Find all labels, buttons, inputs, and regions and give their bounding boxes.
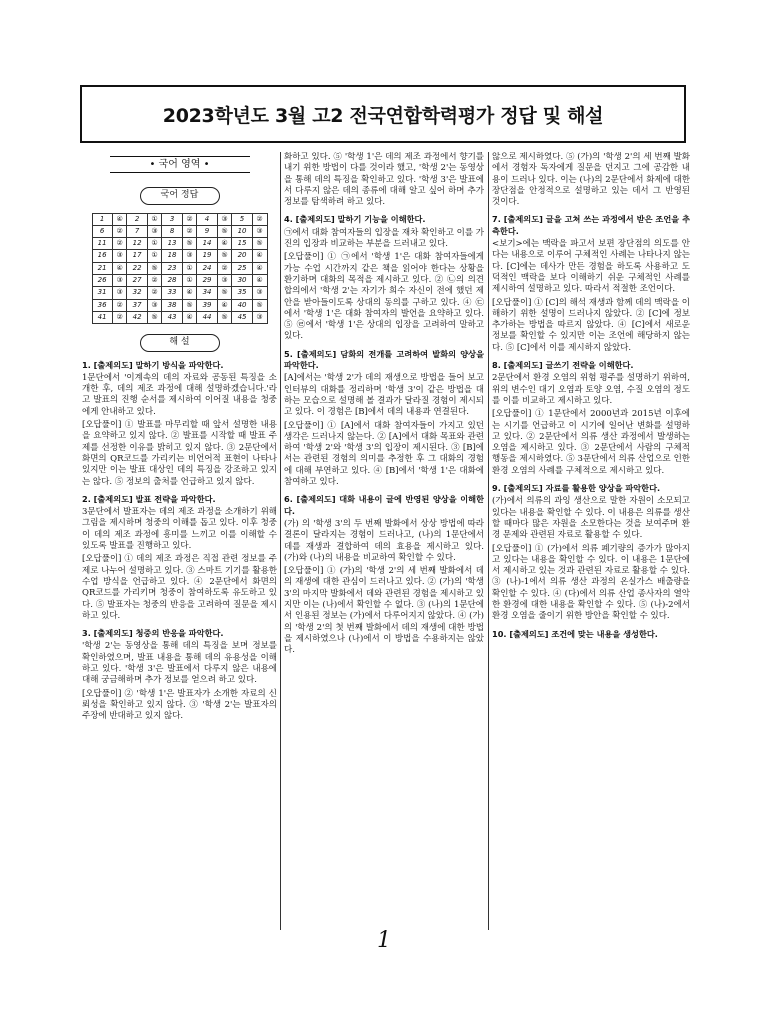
question-number: 21 (92, 262, 112, 274)
question-number: 27 (127, 275, 147, 287)
question-heading: 3. [출제의도] 청중의 반응을 파악한다. (82, 628, 224, 639)
answer-row (92, 299, 267, 311)
explanation-item (284, 494, 484, 656)
explanation-text: [오답풀이] ① 데의 제조 과정은 직접 관련 정보를 주제로 나누어 설명하고 있다. ③ 스마트 기기를 활용한 수업 방식을 언급하고 있다. ④ 2문단에서 화면의 QR코드를 가리키며 청중이 참여하도록 유도하고 있다. ⑤ 발표자는 청중의 반응을 고려하여 질문을 제시하고 있다. (82, 554, 277, 621)
question-number: 9 (197, 225, 217, 237)
column-divider (280, 152, 281, 930)
answer-choice: ⑤ (182, 238, 197, 250)
answer-choice: ② (147, 275, 162, 287)
explanation-text: ㉠에서 대화 참여자들의 입장을 재차 확인하고 이를 가진의 입장과 비교하는 부분을 드러내고 있다. (284, 227, 484, 250)
question-heading: 6. [출제의도] 대화 내용이 글에 반영된 양상을 이해한다. (284, 494, 484, 516)
column-3 (492, 152, 690, 932)
answer-row (92, 238, 267, 250)
question-number: 31 (92, 287, 112, 299)
answer-choice: ② (112, 299, 127, 311)
question-number: 17 (127, 250, 147, 262)
explanation-item (492, 152, 690, 208)
answer-table (92, 213, 268, 325)
answer-choice: ③ (252, 311, 267, 323)
question-number: 18 (162, 250, 182, 262)
column-1-items (82, 360, 277, 723)
question-number: 16 (92, 250, 112, 262)
answer-choice: ③ (252, 287, 267, 299)
answer-choice: ④ (182, 287, 197, 299)
explanation-text: 1문단에서 '이계속의 데의 자료와 공동된 특징을 소개한 후, 데의 제조 과정에 대해 설명하겠습니다.'라고 발표의 진행 순서를 제시하여 이어질 내용을 청중에게 안내하고 있다. (82, 372, 277, 417)
answer-choice: ① (182, 262, 197, 274)
question-number: 35 (232, 287, 252, 299)
explanation-item (492, 360, 690, 477)
question-number: 39 (197, 299, 217, 311)
question-number: 2 (127, 213, 147, 225)
answer-choice: ③ (182, 250, 197, 262)
answer-choice: ② (182, 213, 197, 225)
answer-choice: ① (147, 250, 162, 262)
answer-choice: ⑤ (217, 311, 232, 323)
question-number: 13 (162, 238, 182, 250)
answer-choice: ⑤ (182, 299, 197, 311)
page-title: 2023학년도 3월 고2 전국연합학력평가 정답 및 해설 (162, 104, 604, 127)
question-number: 5 (232, 213, 252, 225)
question-number: 32 (127, 287, 147, 299)
explanation-text: [오답풀이] ① 발표를 마무리할 때 앞서 설명한 내용을 요약하고 있지 않다. ② 발표를 시작할 때 발표 주제를 선정한 이유를 밝히고 있지 않다. ③ 2문단에서 화면의 QR코드를 가리키는 비언어적 표현이 나타나 있지만 이는 발표 대상인 데의 특징을 강조하고 있지는 않다. ⑤ 정보의 출처를 언급하고 있지 않다. (82, 420, 277, 487)
question-number: 1 (92, 213, 112, 225)
question-number: 45 (232, 311, 252, 323)
answer-choice: ② (112, 225, 127, 237)
answer-row (92, 275, 267, 287)
question-number: 33 (162, 287, 182, 299)
explanation-item (82, 494, 277, 622)
subject-label: • 국어 영역 • (110, 156, 250, 173)
answer-choice: ① (147, 213, 162, 225)
page-number: 1 (377, 928, 391, 953)
question-number: 23 (162, 262, 182, 274)
explanation-text: [A]에서는 '학생 2'가 데의 재생으로 방법을 들어 보고 인터뷰의 대화를 정리하며 '학생 3'이 같은 방법을 대하는 모습으로 설명해 볼 결과가 달라질 경험이 제시되고 있다. 이 경험은 [B]에서 데의 내용과 연결된다. (284, 373, 484, 418)
question-heading: 9. [출제의도] 자료를 활용한 양상을 파악한다. (492, 483, 661, 494)
question-heading: 4. [출제의도] 말하기 기능을 이해한다. (284, 214, 426, 225)
question-number: 28 (162, 275, 182, 287)
question-number: 42 (127, 311, 147, 323)
answer-choice: ⑤ (147, 311, 162, 323)
answer-row (92, 250, 267, 262)
question-number: 43 (162, 311, 182, 323)
explanation-text: 2문단에서 환경 오염의 위험 평주를 설명하기 위하여, 위의 변수인 대기 오염과 토양 오염, 수질 오염의 정도를 이를 비교하고 제시하고 있다. (492, 373, 690, 406)
question-number: 26 (92, 275, 112, 287)
question-number: 12 (127, 238, 147, 250)
answer-choice: ③ (112, 275, 127, 287)
answer-choice: ② (182, 225, 197, 237)
question-number: 11 (92, 238, 112, 250)
answer-choice: ⑤ (252, 238, 267, 250)
answer-choice: ② (112, 311, 127, 323)
column-divider (488, 152, 489, 930)
explanation-text: [오답풀이] ① (가)에서 의류 폐기량의 증가가 많아지고 있다는 내용을 확인할 수 있다. 이 내용은 1문단에서 제시하고 있는 것과 관련된 자료로 활용할 수 있다. ③ (나)-1에서 의류 생산 과정의 온실가스 배출량을 확인할 수 있다. ④ (다)에서 의류 산업 종사자의 열악한 환경에 대한 내용을 확인할 수 있다. ⑤ (나)-2에서 환경 오염을 줄이기 위한 방안을 확인할 수 있다. (492, 543, 690, 622)
question-number: 34 (197, 287, 217, 299)
explanation-text: [오답풀이] ① (가)의 '학생 2'의 세 번째 발화에서 데의 재생에 대한 관심이 드러나고 있다. ② (가)의 '학생 3'의 마지막 발화에서 데와 관련된 경험을 제시하고 있지만 이는 (나)에서 확인할 수 없다. ③ (나)의 1문단에서 인용된 정보는 (가)에서 다루어지지 않았다. ④ (가)의 '학생 2'의 첫 번째 발화에서 데의 재생에 대한 방법을 제시하였으나 (나)에서 이 방법을 수용하지는 않았다. (284, 566, 484, 656)
question-number: 8 (162, 225, 182, 237)
question-number: 25 (232, 262, 252, 274)
explanation-text: [오답풀이] ② '학생 1'은 발표자가 소개한 자료의 신뢰성을 확인하고 있지 않다. ③ '학생 2'는 발표자의 주장에 반대하고 있지 않다. (82, 688, 277, 722)
question-number: 15 (232, 238, 252, 250)
explanation-item (82, 360, 277, 488)
answer-choice: ③ (217, 213, 232, 225)
explanation-item (492, 214, 690, 354)
explanation-text: [오답풀이] ① [A]에서 대화 참여자들이 가지고 있던 생각은 드러나지 않는다. ② [A]에서 대화 목표와 관련하여 '학생 2'와 '학생 3'의 입장이 제시된다. ③ [B]에서는 관련된 경험의 의미를 추정한 후 그 대화의 경험에 대해 부연하고 있다. ④ [B]에서 '학생 1'은 대화에 참여하고 있다. (284, 420, 484, 488)
answer-row (92, 225, 267, 237)
question-number: 19 (197, 250, 217, 262)
answer-row (92, 262, 267, 274)
answer-choice: ④ (112, 262, 127, 274)
explanation-item (492, 483, 690, 623)
explanation-text: (가) 의 '학생 3'의 두 번째 발화에서 상상 방법에 따라 결론이 달라지는 경험이 드러나고, (나)의 1문단에서 데를 재생과 결합하여 데의 효용을 제시하고 있다. (가)와 (나)의 내용을 비교하여 확인할 수 있다. (284, 518, 484, 563)
answer-choice: ③ (252, 225, 267, 237)
answer-choice: ③ (112, 250, 127, 262)
explanation-item (284, 349, 484, 489)
answer-choice: ④ (182, 311, 197, 323)
question-heading: 1. [출제의도] 말하기 방식을 파악한다. (82, 359, 224, 370)
answer-choice: ② (252, 213, 267, 225)
answer-choice: ④ (252, 262, 267, 274)
question-number: 38 (162, 299, 182, 311)
answer-choice: ③ (147, 225, 162, 237)
answer-choice: ⑤ (217, 225, 232, 237)
answer-choice: ⑤ (217, 287, 232, 299)
answer-choice: ④ (252, 275, 267, 287)
question-number: 4 (197, 213, 217, 225)
column-1 (82, 152, 277, 942)
title-box (80, 85, 686, 143)
answer-choice: ④ (112, 213, 127, 225)
answer-choice: ⑤ (252, 299, 267, 311)
explanation-text: [오답풀이] ① [C]의 해석 재생과 함께 데의 맥락을 이해하기 위한 설명이 드러나지 않았다. ② [C]에 정보 추가하는 방법을 따르지 않았다. ④ [C]에서 새로운 정보를 확인할 수 있지만 이는 조언에 해당하지 않는다. ⑤ [C]에서 이를 제시하지 않았다. (492, 297, 690, 353)
question-number: 10 (232, 225, 252, 237)
explanation-item (284, 152, 484, 208)
answer-choice: ② (147, 287, 162, 299)
answer-choice: ④ (217, 299, 232, 311)
question-heading: 2. [출제의도] 발표 전략을 파악한다. (82, 493, 216, 504)
question-number: 3 (162, 213, 182, 225)
question-heading: 5. [출제의도] 담화의 전개를 고려하여 발화의 양상을 파악한다. (284, 348, 484, 371)
answer-choice: ② (217, 262, 232, 274)
answer-heading: 국어 정답 (140, 187, 220, 204)
explanation-text: '학생 2'는 동영상을 통해 데의 특징을 보며 정보를 확인하였으며, 발표 내용을 통해 데의 유용성을 이해하고 있다. '학생 3'은 발표에서 다루지 않은 내용에 대해 궁금해하며 추가 정보를 얻으려 하고 있다. (82, 641, 277, 686)
column-2 (284, 152, 484, 932)
question-number: 24 (197, 262, 217, 274)
question-number: 6 (92, 225, 112, 237)
explanation-text: 화하고 있다. ⑤ '학생 1'은 데의 제조 과정에서 향기를 내기 위한 방법이 다를 것이라 했고, '학생 2'는 동영상을 통해 데의 특징을 확인하고 있다. '학생 3'은 발표에서 다루지 않은 데의 종류에 대해 알고 싶어 하며 추가 정보를 탐색하려 하고 있다. (284, 152, 484, 208)
explanation-heading: 해 설 (140, 334, 220, 351)
explanation-item (82, 628, 277, 722)
answer-choice: ② (112, 238, 127, 250)
explanation-item (492, 629, 690, 640)
answer-choice: ④ (252, 250, 267, 262)
question-number: 20 (232, 250, 252, 262)
question-number: 41 (92, 311, 112, 323)
answer-choice: ① (147, 238, 162, 250)
question-heading: 8. [출제의도] 글쓰기 전략을 이해한다. (492, 360, 634, 371)
answer-choice: ⑤ (217, 250, 232, 262)
explanation-text: [오답풀이] ① 1문단에서 2000년과 2015년 이후에는 시기를 언급하고 이 시기에 일어난 변화를 설명하고 있다. ② 2문단에서 의류 생산 과정에서 발생하는 오염을 제시하고 있다. ③ 2문단에서 사람의 구체적 행동을 제시하였다. ⑤ 3문단에서 의류 산업으로 인한 환경 오염의 사례를 구체적으로 제시하고 있다. (492, 409, 690, 476)
answer-choice: ③ (112, 287, 127, 299)
answer-row (92, 287, 267, 299)
question-number: 37 (127, 299, 147, 311)
explanation-text: (가)에서 의류의 과잉 생산으로 말한 자원이 소모되고 있다는 내용을 확인할 수 있다. 이 내용은 의류를 생산할 때마다 많은 자원을 소모한다는 것을 보여주며 환경 문제와 관련된 자료로 활용할 수 있다. (492, 496, 690, 541)
question-number: 29 (197, 275, 217, 287)
question-number: 40 (232, 299, 252, 311)
question-heading: 7. [출제의도] 글을 고쳐 쓰는 과정에서 받은 조언을 추측한다. (492, 214, 690, 236)
explanation-text: 3문단에서 발표자는 데의 제조 과정을 소개하기 위해 그림을 제시하며 청중의 이해를 돕고 있다. 이후 청중이 데의 제조 과정에 흥미를 느끼고 이를 이해할 수 있도록 발표를 진행하고 있다. (82, 507, 277, 552)
question-number: 30 (232, 275, 252, 287)
question-number: 36 (92, 299, 112, 311)
answer-choice: ③ (217, 275, 232, 287)
answer-row (92, 213, 267, 225)
explanation-text: <보기>에는 맥락을 파고서 보편 장단점의 의도를 안다는 내용으로 이루어 구체적인 사례는 나타나지 않는다. [C]에는 데사가 만든 경험을 하도록 사용하고 도덕적인 맥락을 보다 이해하기 쉬운 구체적인 사례를 제시하여 설명하고 있다. 따라서 적절한 조언이다. (492, 239, 690, 295)
question-number: 7 (127, 225, 147, 237)
answer-choice: ③ (147, 299, 162, 311)
explanation-text: [오답풀이] ① ㉠에서 '학생 1'은 대화 참여자들에게 가능 수업 시간까지 같은 책을 읽어야 한다는 상황을 환기하며 대화의 목적을 제시하고 있다. ② ㉡의 의견 합의에서 '학생 2'는 자기가 희수 자신이 전에 했던 제안을 받아들이도록 상대의 동의를 구하고 있다. ④ ㉢에서 '학생 1'은 대화 참여자의 발언을 요약하고 있다. ⑤ ㉣에서 '학생 1'은 상대의 입장을 고려하여 말하고 있다. (284, 252, 484, 342)
answer-row (92, 311, 267, 323)
question-number: 44 (197, 311, 217, 323)
question-number: 14 (197, 238, 217, 250)
answer-choice: ④ (217, 238, 232, 250)
answer-choice: ① (182, 275, 197, 287)
answer-choice: ⑤ (147, 262, 162, 274)
explanation-item (284, 214, 484, 342)
question-number: 22 (127, 262, 147, 274)
explanation-text: 않으로 제시하였다. ⑤ (가)의 '학생 2'의 세 번째 발화에서 경험자 독자에게 질문을 던지고 그에 공감한 내용이 드러나 있다. 이는 (나)의 2문단에서 화제에 대한 장단점을 안정적으로 설명하고 있는 데서 그 반영된 것이다. (492, 152, 690, 208)
question-heading: 10. [출제의도] 조건에 맞는 내용을 생성한다. (492, 628, 658, 639)
